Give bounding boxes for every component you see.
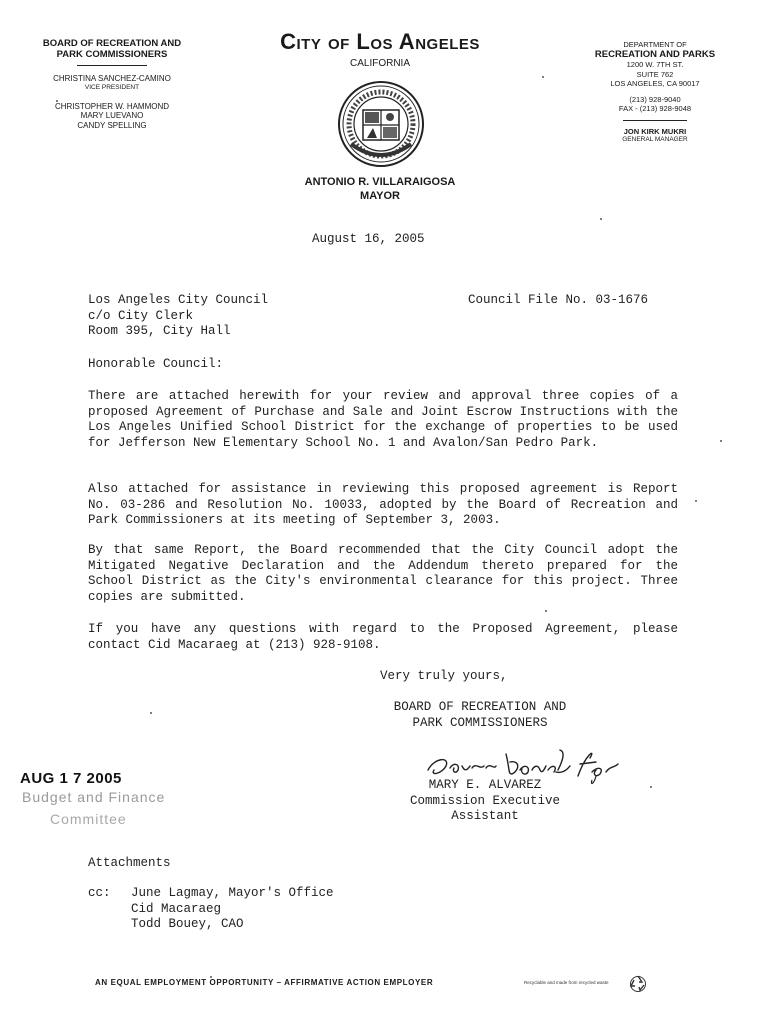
scan-speck	[695, 500, 697, 502]
member-name: CHRISTOPHER W. HAMMOND	[54, 101, 170, 111]
recycled-note: Recyclable and made from recycled waste	[524, 980, 609, 985]
address-line: 1200 W. 7TH ST.	[626, 60, 684, 69]
scan-speck	[542, 76, 544, 78]
board-signature-block	[380, 700, 580, 731]
board-sig-line: BOARD OF RECREATION AND	[393, 700, 567, 714]
state-label: CALIFORNIA	[349, 58, 410, 69]
phone: (213) 928-9040	[629, 94, 681, 104]
mayor-name: ANTONIO R. VILLARAIGOSA	[304, 176, 456, 188]
scan-speck	[650, 786, 652, 788]
recipient-line: Room 395, City Hall	[88, 324, 231, 338]
scan-speck	[545, 610, 547, 612]
department-of: DEPARTMENT OF	[623, 40, 687, 49]
cc-list	[131, 886, 334, 933]
body-paragraph: By that same Report, the Board recommended that the City Council adopt the Mitigated Negative Declaration and the Addendum thereto prepared for the School District as the City's environmental clearance for this project. Three copies are submitted.	[88, 543, 678, 604]
mayor-title: MAYOR	[360, 190, 400, 202]
signer-name: MARY E. ALVAREZ	[428, 778, 542, 792]
scan-speck	[600, 218, 602, 220]
board-title-line2: PARK COMMISSIONERS	[56, 49, 168, 60]
council-file-number: Council File No. 03-1676	[468, 293, 649, 307]
city-title: City of Los Angeles	[280, 29, 480, 54]
vp-name: CHRISTINA SANCHEZ-CAMINO	[53, 74, 171, 83]
mayor-block	[240, 175, 520, 203]
city-header	[240, 30, 520, 69]
department-name: RECREATION AND PARKS	[594, 49, 716, 60]
scan-speck	[210, 976, 212, 978]
signer-block	[370, 778, 600, 825]
city-seal-icon	[337, 80, 425, 168]
salutation: Honorable Council:	[88, 357, 224, 371]
recipient-address	[88, 293, 268, 340]
signer-title-line: Assistant	[451, 809, 519, 823]
cc-recipient: June Lagmay, Mayor's Office	[131, 886, 334, 900]
board-commissioners-block	[22, 38, 202, 130]
board-sig-line: PARK COMMISSIONERS	[412, 715, 548, 730]
attachments-label: Attachments	[88, 856, 171, 870]
address-line: SUITE 762	[636, 69, 674, 79]
divider	[623, 120, 687, 121]
member-name: CANDY SPELLING	[77, 120, 147, 130]
member-name: MARY LUEVANO	[80, 111, 144, 120]
recipient-line: Los Angeles City Council	[88, 293, 269, 307]
body-paragraph: There are attached herewith for your review and approval three copies of a proposed Agreement of Purchase and Sale and Joint Escrow Instructions with the Los Angeles Unified School District for the exchange of properties to be used for Jefferson New Elementary School No. 1 and Avalon/San Pedro Park.	[88, 389, 678, 450]
eeo-footer: AN EQUAL EMPLOYMENT OPPORTUNITY – AFFIRMATIVE ACTION EMPLOYER	[95, 978, 434, 987]
letter-date: August 16, 2005	[312, 232, 425, 246]
scan-speck	[56, 100, 58, 102]
stamp-faded-text: Committee	[50, 811, 127, 827]
address-line: LOS ANGELES, CA 90017	[610, 79, 700, 88]
scan-speck	[150, 712, 152, 714]
cc-recipient: Todd Bouey, CAO	[131, 917, 244, 931]
body-paragraph: If you have any questions with regard to the Proposed Agreement, please contact Cid Macaraeg at (213) 928-9108.	[88, 622, 678, 652]
vp-title: VICE PRESIDENT	[84, 83, 140, 91]
received-stamp	[20, 770, 165, 827]
closing: Very truly yours,	[380, 669, 508, 683]
department-block	[565, 40, 745, 144]
stamp-date: AUG 1 7 2005	[20, 770, 122, 787]
recycle-icon	[628, 974, 648, 992]
gm-name: JON KIRK MUKRI	[623, 126, 687, 136]
body-paragraph: Also attached for assistance in reviewing this proposed agreement is Report No. 03-286 and Resolution No. 10033, adopted by the Board of Recreation and Park Commissioners at its meeting of September 3, 2003.	[88, 482, 678, 527]
board-title-line1: BOARD OF RECREATION AND	[42, 38, 182, 49]
gm-title: GENERAL MANAGER	[622, 135, 688, 143]
fax: FAX - (213) 928-9048	[618, 104, 692, 113]
cc-label: cc:	[88, 886, 111, 900]
cc-recipient: Cid Macaraeg	[131, 901, 222, 916]
signer-title-line: Commission Executive	[409, 793, 561, 808]
recipient-line: c/o City Clerk	[88, 308, 194, 323]
stamp-faded-text: Budget and Finance	[22, 789, 166, 805]
scan-speck	[720, 440, 722, 442]
divider	[77, 65, 147, 66]
